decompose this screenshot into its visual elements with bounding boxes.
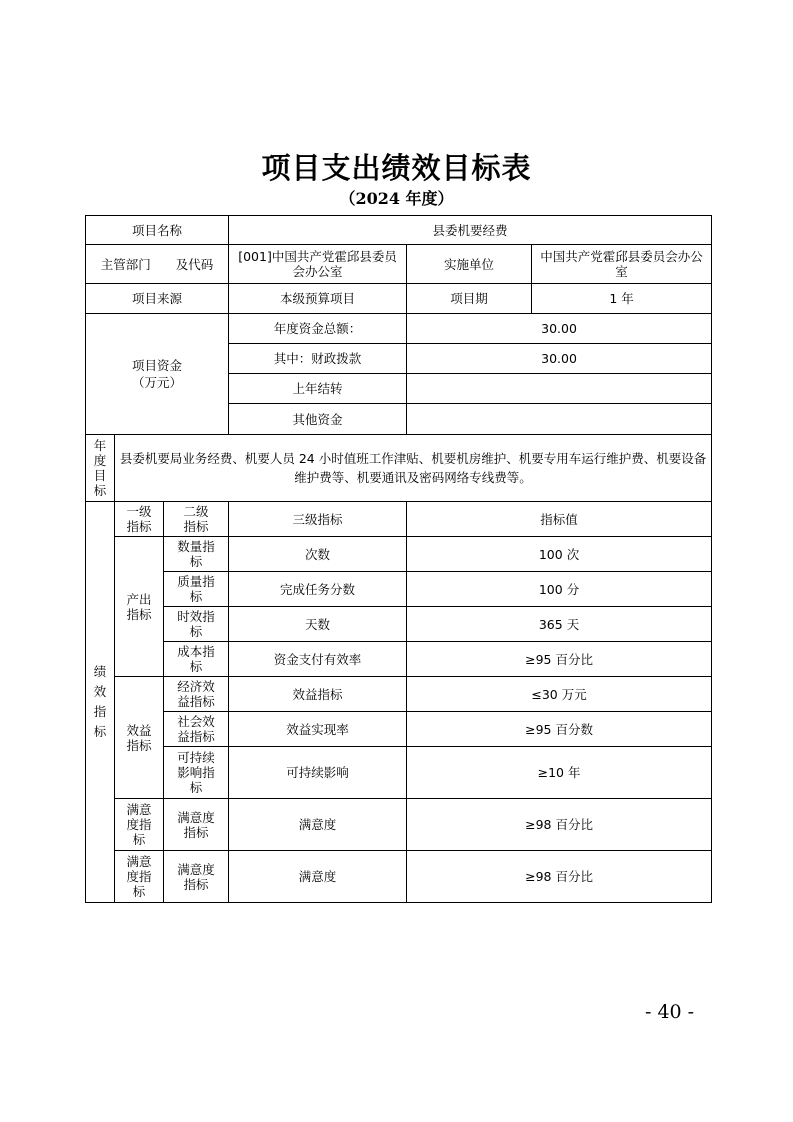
department-label: 主管部门 及代码 bbox=[86, 245, 229, 284]
indicator-level2 bbox=[164, 799, 229, 851]
indicator-row bbox=[86, 712, 712, 747]
funds-total-value: 30.00 bbox=[407, 314, 712, 344]
indicator-level2 bbox=[164, 607, 229, 642]
funds-carryover-value bbox=[407, 374, 712, 404]
indicators-section-label-text: 绩效指标 bbox=[93, 664, 107, 739]
funds-label bbox=[86, 314, 229, 435]
annual-goal-text: 县委机要局业务经费、机要人员 24 小时值班工作津贴、机要机房维护、机要专用车运行维护费、机要设备维护费等、机要通讯及密码网络专线费等。 bbox=[115, 435, 712, 502]
annual-goal-label bbox=[86, 435, 115, 502]
indicator-row bbox=[86, 572, 712, 607]
indicator-level3: 满意度 bbox=[229, 851, 407, 903]
indicator-level2 bbox=[164, 537, 229, 572]
indicator-row bbox=[86, 642, 712, 677]
indicator-value: ≥98 百分比 bbox=[407, 851, 712, 903]
department-value: [001]中国共产党霍邱县委员会办公室 bbox=[229, 245, 407, 284]
indicator-level2-text: 数量指标 bbox=[177, 539, 215, 569]
indicator-row bbox=[86, 799, 712, 851]
project-source-label: 项目来源 bbox=[86, 284, 229, 314]
page-subtitle: （2024 年度） bbox=[339, 189, 454, 208]
indicator-level2-text: 可持续影响指标 bbox=[177, 750, 215, 795]
project-name-label: 项目名称 bbox=[86, 216, 229, 245]
indicator-level2 bbox=[164, 572, 229, 607]
row-department bbox=[86, 245, 712, 284]
funds-label-text: 项目资金（万元） bbox=[131, 358, 182, 390]
indicator-value: ≥95 百分数 bbox=[407, 712, 712, 747]
indicator-level3: 资金支付有效率 bbox=[229, 642, 407, 677]
indicator-value: 100 分 bbox=[407, 572, 712, 607]
implementing-unit-value: 中国共产党霍邱县委员会办公室 bbox=[532, 245, 712, 284]
funds-fiscal-value: 30.00 bbox=[407, 344, 712, 374]
indicator-level3: 次数 bbox=[229, 537, 407, 572]
funds-total-label: 年度资金总额： bbox=[229, 314, 407, 344]
indicator-level2 bbox=[164, 712, 229, 747]
implementing-unit-label: 实施单位 bbox=[407, 245, 532, 284]
page-title: 项目支出绩效目标表 bbox=[261, 151, 532, 185]
indicator-level2-text: 社会效益指标 bbox=[177, 714, 215, 744]
indicator-level3: 可持续影响 bbox=[229, 747, 407, 799]
header-value: 指标值 bbox=[407, 502, 712, 537]
indicator-value: ≥10 年 bbox=[407, 747, 712, 799]
header-level1-text: 一级指标 bbox=[126, 504, 152, 534]
indicator-level1-text: 满意度指标 bbox=[126, 802, 152, 847]
indicator-level2-text: 时效指标 bbox=[177, 609, 215, 639]
indicator-level2 bbox=[164, 677, 229, 712]
indicator-level2-text: 经济效益指标 bbox=[177, 679, 215, 709]
project-period-value: 1 年 bbox=[532, 284, 712, 314]
indicator-row bbox=[86, 537, 712, 572]
indicator-level2 bbox=[164, 747, 229, 799]
header-level3: 三级指标 bbox=[229, 502, 407, 537]
row-funds-total bbox=[86, 314, 712, 344]
indicator-row bbox=[86, 677, 712, 712]
indicator-level3: 效益实现率 bbox=[229, 712, 407, 747]
indicator-row bbox=[86, 851, 712, 903]
indicator-value: ≤30 万元 bbox=[407, 677, 712, 712]
page-number: - 40 - bbox=[645, 1001, 695, 1023]
benefit-indicator-label-text: 效益指标 bbox=[126, 722, 152, 753]
funds-other-label: 其他资金 bbox=[229, 404, 407, 435]
output-indicator-label-text: 产出指标 bbox=[126, 591, 152, 622]
indicator-level3: 完成任务分数 bbox=[229, 572, 407, 607]
indicator-level2-text: 成本指标 bbox=[177, 644, 215, 674]
row-indicator-header bbox=[86, 502, 712, 537]
indicator-level3: 满意度 bbox=[229, 799, 407, 851]
project-name-value: 县委机要经费 bbox=[229, 216, 712, 245]
indicator-level3: 效益指标 bbox=[229, 677, 407, 712]
indicator-level1 bbox=[115, 851, 164, 903]
indicator-level2-text: 质量指标 bbox=[177, 574, 215, 604]
funds-carryover-label: 上年结转 bbox=[229, 374, 407, 404]
indicator-value: ≥95 百分比 bbox=[407, 642, 712, 677]
project-source-value: 本级预算项目 bbox=[229, 284, 407, 314]
indicator-level2-text: 满意度指标 bbox=[177, 809, 215, 840]
header-level2-text: 二级指标 bbox=[183, 504, 209, 534]
indicator-value: 100 次 bbox=[407, 537, 712, 572]
performance-table bbox=[85, 215, 712, 903]
row-annual-goal bbox=[86, 435, 712, 502]
annual-goal-label-text: 年度目标 bbox=[93, 438, 107, 498]
output-indicator-label bbox=[115, 537, 164, 677]
indicator-level3: 天数 bbox=[229, 607, 407, 642]
indicator-value: ≥98 百分比 bbox=[407, 799, 712, 851]
indicator-level1 bbox=[115, 799, 164, 851]
funds-other-value bbox=[407, 404, 712, 435]
header-level1 bbox=[115, 502, 164, 537]
indicator-level1-text: 满意度指标 bbox=[126, 854, 152, 899]
project-period-label: 项目期 bbox=[407, 284, 532, 314]
indicator-level2-text: 满意度指标 bbox=[177, 861, 215, 892]
indicator-level2 bbox=[164, 642, 229, 677]
indicators-section-label bbox=[86, 502, 115, 903]
indicator-row bbox=[86, 607, 712, 642]
funds-fiscal-label: 其中：财政拨款 bbox=[229, 344, 407, 374]
benefit-indicator-label bbox=[115, 677, 164, 799]
indicator-value: 365 天 bbox=[407, 607, 712, 642]
row-source bbox=[86, 284, 712, 314]
indicator-row bbox=[86, 747, 712, 799]
row-project-name bbox=[86, 216, 712, 245]
header-level2 bbox=[164, 502, 229, 537]
indicator-level2 bbox=[164, 851, 229, 903]
